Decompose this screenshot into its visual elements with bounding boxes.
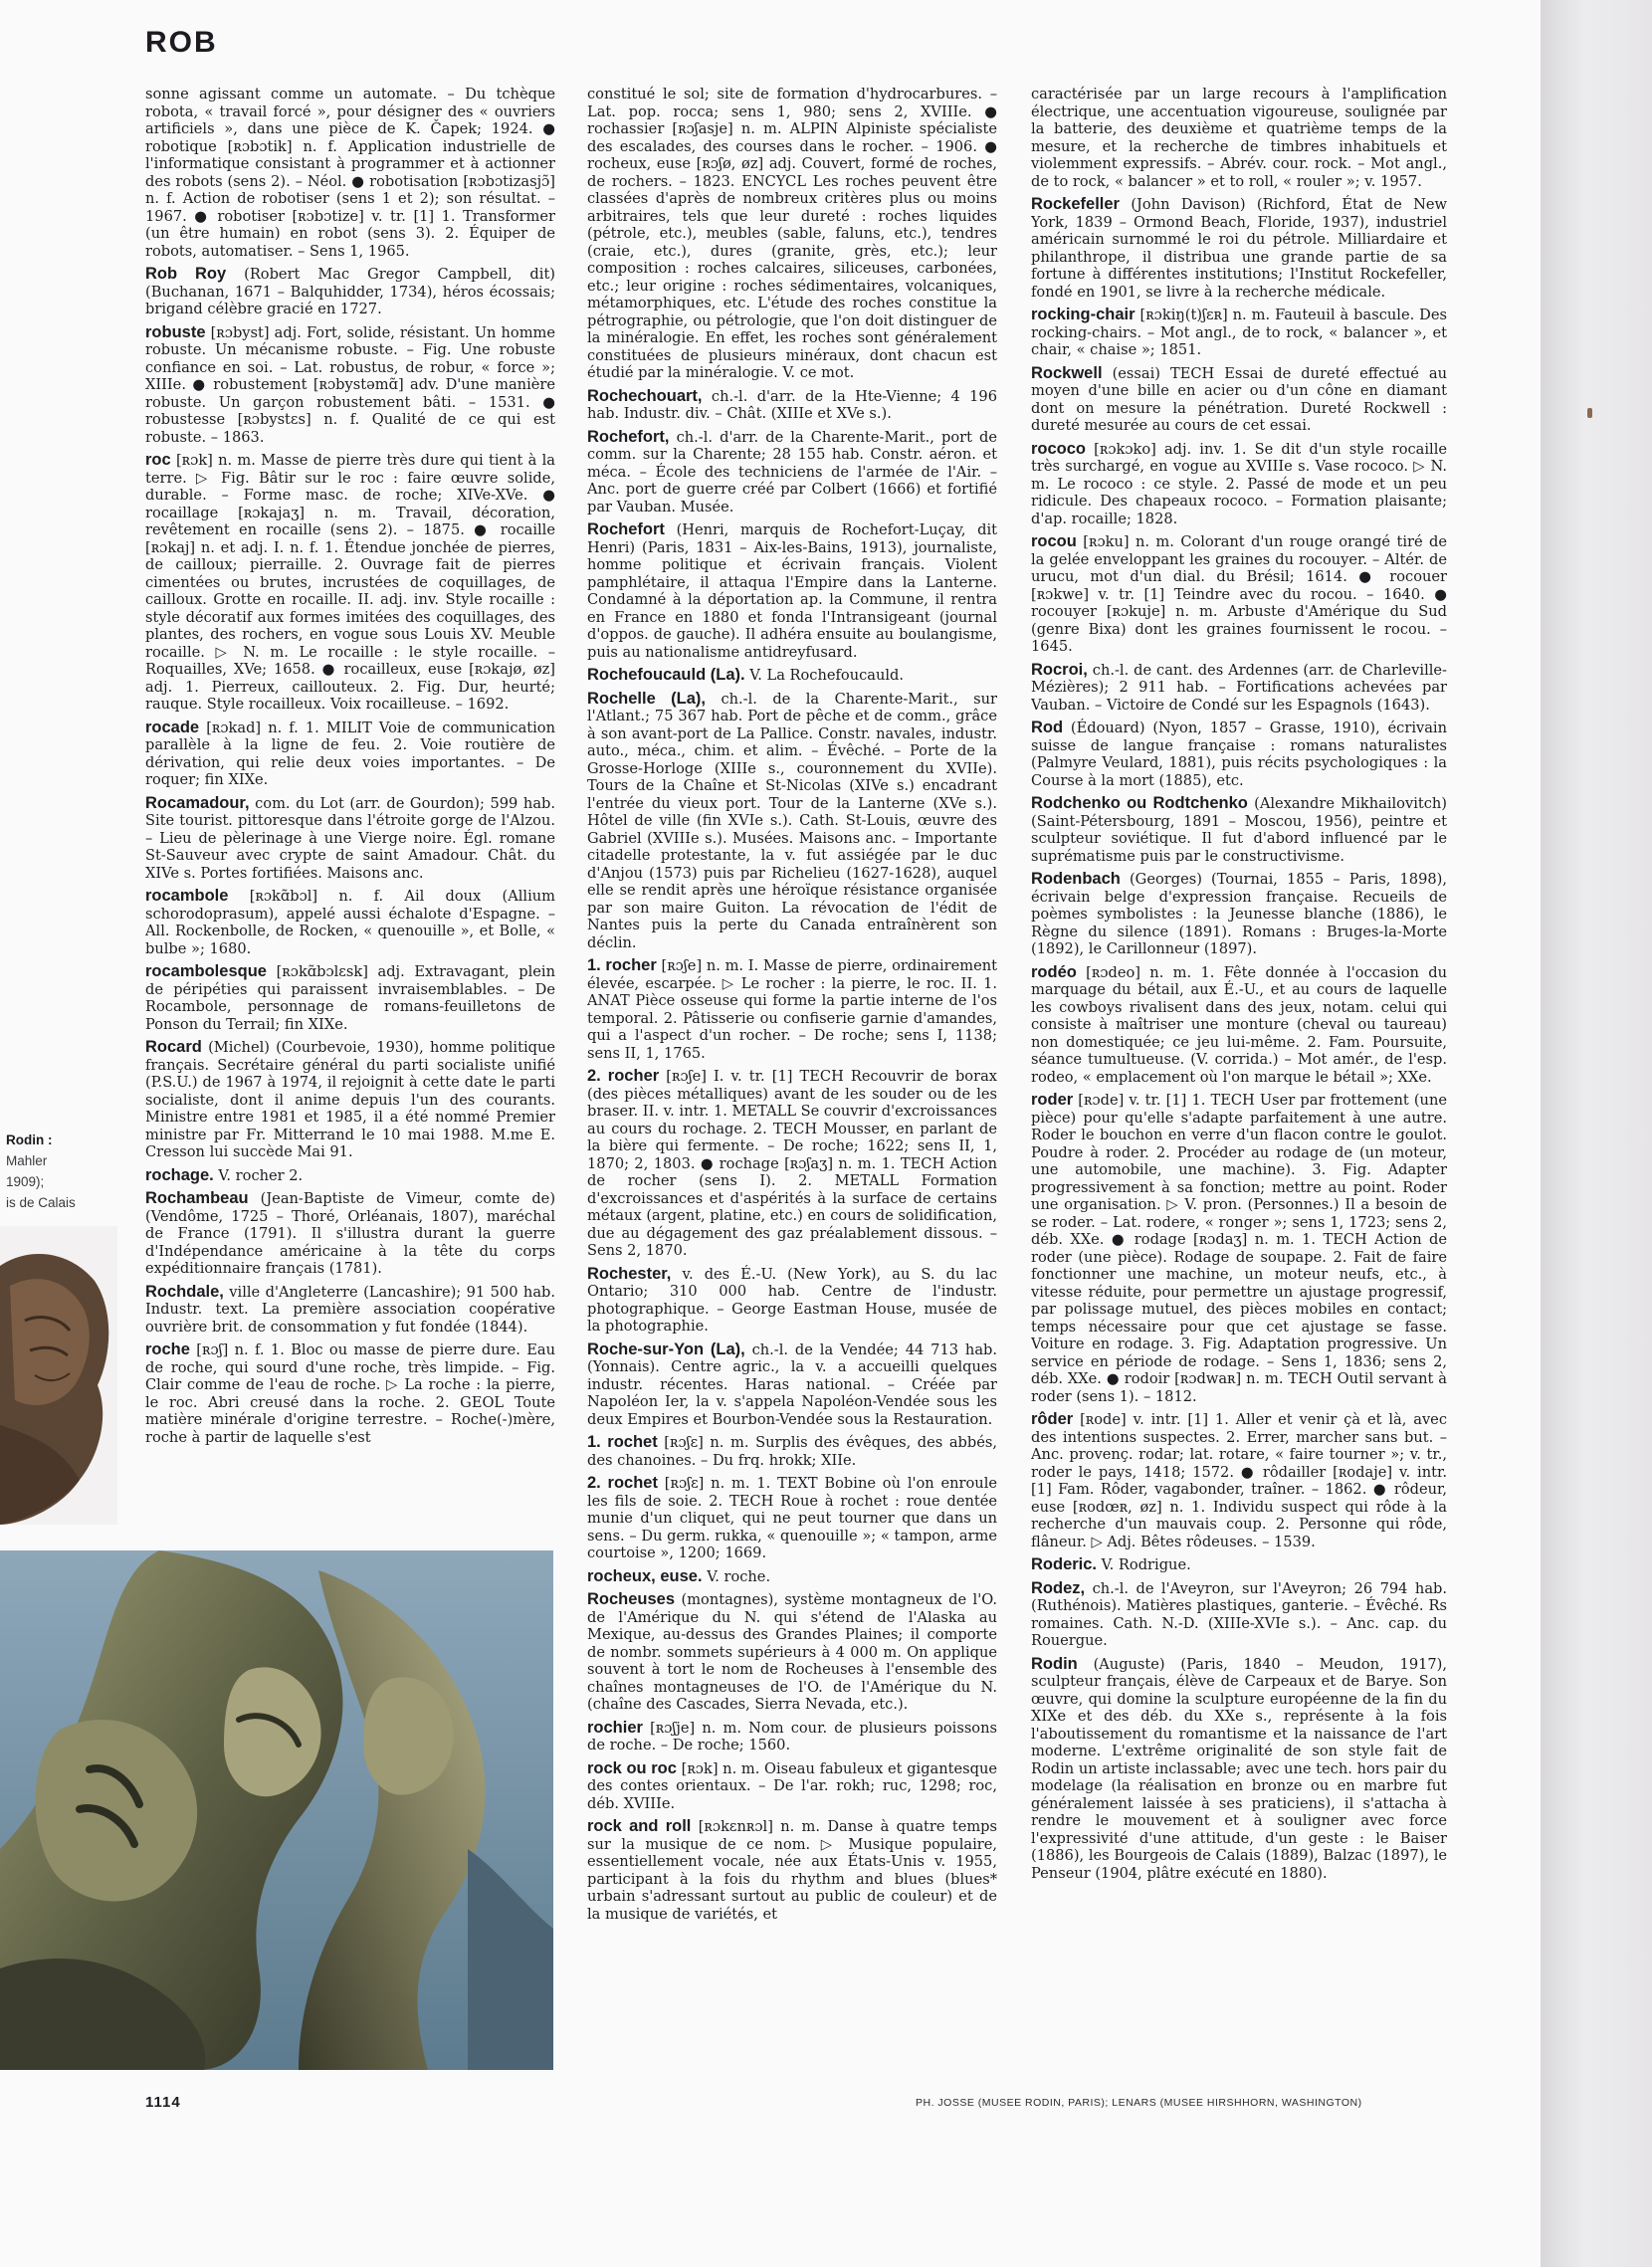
dictionary-entry — [145, 795, 555, 883]
dictionary-entry — [145, 1190, 555, 1278]
entry-text: ch.-l. de la Charente-Marit., sur l'Atlant.; 75 367 hab. Port de pêche et de comm., grâce à son avant-port de La Pallice. Constr. navales, industr. auto., méca., chim. et alim. – Évêché. – Porte de la Grosse-Horloge (XIIIe s., couronnement du XVIIe). Tours de la Chaîne et St-Nicolas (XIVe s.) encadrant l'entrée du vieux port. Tour de la Lanterne (XVe s.). Hôtel de ville (fin XVIe s.). Cath. St-Louis, œuvre des Gabriel (XVIIIe s.). Musées. Maisons anc. – Importante citadelle protestante, la v. fut assiégée par le duc d'Anjou (1573) puis par Richelieu (1627-1628), auquel elle se rendit après une héroïque résistance organisée par son maire Guiton. La révocation de l'édit de Nantes puis la perte du Canada entraînèrent son déclin. — [587, 690, 997, 951]
caption-title: Rodin : — [6, 1133, 53, 1147]
dictionary-entry — [1031, 964, 1447, 1087]
dictionary-entry — [587, 1818, 997, 1923]
dictionary-entry — [587, 1568, 997, 1586]
dictionary-entry — [1031, 1411, 1447, 1550]
entry-headword: Rocamadour, — [145, 793, 250, 812]
dictionary-entry — [587, 1475, 997, 1562]
entry-text: ch.-l. d'arr. de la Charente-Marit., port de comm. sur la Charente; 28 155 hab. Constr. aéron. et méca. – École des techniciens de l'armée de l'Air. – Anc. port de guerre créé par Colbert (1666) et fortifié par Vauban. Musée. — [587, 428, 997, 515]
entry-text: [ʀɔbyst] adj. Fort, solide, résistant. Un homme robuste. Un mécanisme robuste. – Fig. Une robuste confiance en soi. – Lat. robustus, de robur, « force »; XIIIe. ● robustement [ʀɔbystəmɑ̃] adv. D'une manière robuste. Un garçon robustement bâti. – 1531. ● robustesse [ʀɔbystɛs] n. f. Qualité de ce qui est robuste. – 1863. — [145, 323, 555, 446]
dictionary-entry — [587, 1068, 997, 1260]
entry-headword: Rochefoucauld (La). — [587, 666, 745, 684]
page-edge-shadow — [1541, 0, 1652, 2267]
entry-text: (Édouard) (Nyon, 1857 – Grasse, 1910), écrivain suisse de langue française : romans naturalistes (Palmyre Veulard, 1881), puis récits psychologiques : la Course à la mort (1885), etc. — [1031, 720, 1447, 789]
entry-headword: rock ou roc — [587, 1758, 677, 1777]
caption-line-3: is de Calais — [6, 1195, 76, 1210]
entry-text: [ʀɔkɑ̃bɔl] n. f. Ail doux (Allium schorodoprasum), appelé aussi échalote d'Espagne. – All. Rockenbolle, de Rocken, « quenouille », et Bolle, « bulbe »; 1680. — [145, 888, 555, 957]
entry-text: (Henri, marquis de Rochefort-Luçay, dit Henri) (Paris, 1831 – Aix-les-Bains, 1913), journaliste, homme politique et écrivain français. Violent pamphlétaire, il attaqua l'Empire dans la Lanterne. Condamné à la déportation ap. la Commune, il rentra en France en 1880 et fonda l'Intransigeant (journal d'oppos. de gauche). Il adhéra ensuite au boulangisme, puis au nationalisme antidreyfusard. — [587, 521, 997, 661]
entry-headword: rochier — [587, 1718, 643, 1737]
entry-text: [ʀɔk] n. m. Oiseau fabuleux et gigantesque des contes orientaux. – De l'ar. rokh; ruc, 1298; roc, déb. XVIIIe. — [587, 1759, 997, 1812]
entry-text: ch.-l. de cant. des Ardennes (arr. de Charleville-Mézières); 2 911 hab. – Fortifications achevées par Vauban. – Victoire de Condé sur les Espagnols (1643). — [1031, 661, 1447, 714]
column-3 — [1031, 86, 1447, 2076]
entry-headword: Roderic. — [1031, 1555, 1098, 1573]
entry-headword: rocambole — [145, 887, 229, 905]
entry-headword: Rochdale, — [145, 1282, 224, 1301]
entry-text: [ʀɔkiŋ(t)ʃɛʀ] n. m. Fauteuil à bascule. Des rocking-chairs. – Mot angl., de to rock, « balancer », et chair, « chaise »; 1851. — [1031, 307, 1447, 358]
page-number: 1114 — [145, 2094, 181, 2111]
entry-text: [ʀɔʃe] n. m. I. Masse de pierre, ordinairement élevée, escarpée. ▷ Le rocher : la pierre, le roc. II. 1. ANAT Pièce osseuse qui forme la partie interne de l'os temporal. 2. Pâtisserie ou confiserie garnie d'amandes, qui a l'aspect d'un rocher. – De roche; sens I, 1138; sens II, 1, 1765. — [587, 957, 997, 1062]
entry-headword: Rocheuses — [587, 1590, 676, 1608]
dictionary-entry — [1031, 365, 1447, 435]
entry-text: (Jean-Baptiste de Vimeur, comte de) (Vendôme, 1725 – Thoré, Orléanais, 1807), maréchal de France (1791). Il s'illustra durant la guerre d'Indépendance américaine à la tête du corps expéditionnaire français (1781). — [145, 1190, 555, 1277]
entry-text: V. rocher 2. — [218, 1166, 304, 1184]
entry-text: [ʀɔʃɛ] n. m. 1. TEXT Bobine où l'on enroule les fils de soie. 2. TECH Roue à rochet : roue dentée munie d'un cliquet, qui ne peut tourner que dans un sens. – Du germ. rukka, « quenouille »; « tampon, arme courtoise », 1200; 1669. — [587, 1475, 997, 1561]
entry-text: com. du Lot (arr. de Gourdon); 599 hab. Site tourist. pittoresque dans l'étroite gorge de l'Alzou. – Lieu de pèlerinage à une Vierge noire. Égl. romane St-Sauveur avec crypte de saint Amadour. Chât. du XIVe s. Portes fortifiées. Maisons anc. — [145, 794, 555, 882]
entry-text: [ʀode] v. intr. [1] 1. Aller et venir çà et là, avec des intentions suspectes. 2. Errer, marcher sans but. – Anc. provenç. rodar; lat. rotare, « faire tourner »; v. tr., roder le pays, 1418; 1572. ● rôdailler [ʀodaje] v. intr. [1] Fam. Rôder, vagabonder, traîner. – 1862. ● rôdeur, euse [ʀodœʀ, øz] n. 1. Individu suspect qui rôde à la recherche d'un mauvais coup. 2. Personne qui rôde, flâneur. ▷ Adj. Bêtes rôdeuses. – 1539. — [1031, 1411, 1447, 1550]
entry-text: (Robert Mac Gregor Campbell, dit) (Buchanan, 1671 – Balquhidder, 1734), héros écossais; brigand célèbre gracié en 1727. — [145, 266, 555, 317]
dictionary-entry — [1031, 441, 1447, 528]
entry-headword: rocou — [1031, 532, 1077, 550]
entry-headword: Rodez, — [1031, 1578, 1086, 1597]
entry-headword: roche — [145, 1340, 190, 1358]
entry-headword: rocheux, euse. — [587, 1566, 703, 1585]
entry-headword: roc — [145, 451, 171, 469]
entry-headword: Rod — [1031, 719, 1064, 736]
entry-headword: Rockefeller — [1031, 195, 1120, 213]
entry-text: ch.-l. d'arr. de la Hte-Vienne; 4 196 hab. Industr. div. – Chât. (XIIIe et XVe s.). — [587, 387, 997, 422]
entry-headword: Rodchenko ou Rodtchenko — [1031, 794, 1248, 812]
running-head: ROB — [145, 26, 218, 59]
dictionary-entry — [587, 1341, 997, 1429]
entry-text: V. roche. — [707, 1567, 771, 1585]
photo-credits: PH. JOSSE (MUSEE RODIN, PARIS); LENARS (MUSEE HIRSHHORN, WASHINGTON) — [916, 2097, 1362, 2109]
entry-text: [ʀɔʃje] n. m. Nom cour. de plusieurs poissons de roche. – De roche; 1560. — [587, 1719, 997, 1753]
photo-caption — [6, 1130, 105, 1213]
dictionary-entry — [145, 452, 555, 714]
entry-headword: rocking-chair — [1031, 306, 1136, 323]
dictionary-entry — [1031, 720, 1447, 789]
entry-text: ch.-l. de la Vendée; 44 713 hab. (Yonnais). Centre agric., la v. a accueilli quelques industr. récentes. Haras national. – Créée par Napoléon Ier, la v. s'appela Napoléon-Vendée sous les deux Empires et Bourbon-Vendée sous la Restauration. — [587, 1340, 997, 1428]
entry-headword: Rocard — [145, 1038, 202, 1056]
dictionary-entry — [1031, 307, 1447, 359]
dictionary-entry — [145, 1341, 555, 1446]
dictionary-entry — [1031, 1556, 1447, 1574]
entry-headword: 1. rochet — [587, 1433, 658, 1451]
entry-text: V. Rodrigue. — [1101, 1556, 1191, 1573]
dictionary-entry — [587, 1434, 997, 1469]
dictionary-entry — [1031, 1092, 1447, 1405]
entry-text: ville d'Angleterre (Lancashire); 91 500 hab. Industr. text. La première association coopérative ouvrière brit. de consommation y fut fondée (1844). — [145, 1283, 555, 1336]
entry-text: [ʀɔkɑ̃bɔlɛsk] adj. Extravagant, plein de péripéties qui paraissent invraisemblables. – De Rocambole, personnage de romans-feuilletons de Ponson du Terrail; fin XIXe. — [145, 963, 555, 1033]
entry-headword: rococo — [1031, 439, 1087, 458]
entry-text: [ʀɔkɔko] adj. inv. 1. Se dit d'un style rocaille très surchargé, en vogue au XVIIIe s. Vase rococo. ▷ N. m. Le rococo : ce style. 2. Passé de mode et un peu ridicule. Des chapeaux rococo. – Formation plaisante; d'ap. rocaille; 1828. — [1031, 440, 1447, 527]
dictionary-entry — [587, 1266, 997, 1336]
entry-headword: rodéo — [1031, 962, 1077, 981]
dictionary-entry — [145, 1039, 555, 1161]
entry-text: caractérisée par un large recours à l'amplification électrique, une accentuation vigoureuse, soulignée par la batterie, des deuxième et quatrième temps de la mesure, et la recherche de timbres inhabituels et violemment expressifs. – Abrév. cour. rock. – Mot angl., de to rock, « balancer » et to roll, « rouler »; v. 1957. — [1031, 86, 1447, 190]
scan-speck — [1587, 408, 1592, 418]
entry-headword: Rockwell — [1031, 363, 1103, 382]
entry-text: [ʀɔʃ] n. f. 1. Bloc ou masse de pierre dure. Eau de roche, qui sourd d'une roche, très limpide. – Fig. Clair comme de l'eau de roche. ▷ La roche : la pierre, le roc. Abri creusé dans la roche. 2. GEOL Toute matière minérale d'origine terrestre. – Roche(-)mère, roche à partir de laquelle s'est — [145, 1341, 555, 1446]
sculpture-photograph — [0, 1550, 553, 2070]
entry-headword: rock and roll — [587, 1817, 692, 1835]
entry-text: [ʀɔk] n. m. Masse de pierre très dure qui tient à la terre. ▷ Fig. Bâtir sur le roc : faire œuvre solide, durable. – Forme masc. de roche; XIVe-XVe. ● rocaillage [ʀɔkajaʒ] n. m. Travail, décoration, revêtement en rocaille (sens 2). – 1875. ● rocaille [ʀɔkaj] n. et adj. I. n. f. 1. Étendue jonchée de pierres, de cailloux; pierraille. 2. Ouvrage fait de pierres cimentées ou brutes, incrustées de coquillages, de cailloux. Grotte en rocaille. II. adj. inv. Style rocaille : style décoratif aux formes imitées des coquillages, des plantes, des rochers, en vogue sous Louis XV. Meuble rocaille. ▷ N. m. Le rocaille : le style rocaille. – Roquailles, XVe; 1658. ● rocailleux, euse [ʀɔkajø, øz] adj. 1. Pierreux, caillouteux. 2. Fig. Dur, heurté; rauque. Style rocailleux. Voix rocailleuse. – 1692. — [145, 452, 555, 713]
dictionary-entry — [145, 720, 555, 789]
entry-headword: Rodin — [1031, 1654, 1078, 1673]
entry-headword: Rodenbach — [1031, 870, 1121, 888]
entry-headword: Rochefort — [587, 520, 665, 538]
dictionary-entry — [1031, 1656, 1447, 1883]
entry-headword: 2. rochet — [587, 1474, 658, 1492]
entry-text: (Georges) (Tournai, 1855 – Paris, 1898), écrivain belge d'expression française. Recueils de poèmes symbolistes : la Jeunesse blanche (1886), le Règne du silence (1891). Romans : Bruges-la-Morte (1892), le Carillonneur (1897). — [1031, 871, 1447, 957]
entry-headword: roder — [1031, 1091, 1074, 1109]
column-2 — [587, 86, 997, 2076]
bust-photograph — [0, 1226, 117, 1525]
entry-text: [ʀɔʃɛ] n. m. Surplis des évêques, des abbés, des chanoines. – Du frq. hrokk; XIIe. — [587, 1434, 997, 1469]
entry-text: (Michel) (Courbevoie, 1930), homme politique français. Secrétaire général du parti socialiste unifié (P.S.U.) de 1967 à 1974, il rejoignit à cette date le parti socialiste, dont il anime depuis l'un des courants. Ministre entre 1981 et 1985, il a été nommé Premier ministre par Fr. Mitterrand le 10 mai 1988. M.me E. Cresson lui succède Mai 91. — [145, 1039, 555, 1160]
entry-text: (Alexandre Mikhailovitch) (Saint-Pétersbourg, 1891 – Moscou, 1956), peintre et sculpteur soviétique. Il fut d'abord influencé par le suprématisme puis par le constructivisme. — [1031, 795, 1447, 865]
dictionary-entry — [1031, 196, 1447, 301]
entry-text: v. des É.-U. (New York), au S. du lac Ontario; 310 000 hab. Centre de l'industr. photographique. – George Eastman House, musée de la photographie. — [587, 1265, 997, 1335]
dictionary-entry — [1031, 1580, 1447, 1650]
dictionary-entry — [587, 667, 997, 685]
entry-headword: rocade — [145, 718, 200, 736]
dictionary-entry — [145, 266, 555, 318]
entry-text: ch.-l. de l'Aveyron, sur l'Aveyron; 26 794 hab. (Ruthénois). Matières plastiques, ganterie. – Évêché. Rs romaines. Cath. N.-D. (XIIIe-XVIe s.). – Anc. cap. du Rouergue. — [1031, 1579, 1447, 1649]
entry-text: sonne agissant comme un automate. – Du tchèque robota, « travail forcé », pour désigner des « ouvriers artificiels », dans une pièce de K. Čapek; 1924. ● robotique [ʀɔbɔtik] n. f. Application industrielle de l'informatique consistant à programmer et à actionner des robots (sens 2). – Néol. ● robotisation [ʀɔbɔtizasjɔ̃] n. f. Action de robotiser (sens 1 et 2); son résultat. – 1967. ● robotiser [ʀɔbɔtize] v. tr. [1] 1. Transformer (un être humain) en robot (sens 3). 2. Équiper de robots, automatiser. – Sens 1, 1965. — [145, 86, 555, 260]
dictionary-entry — [145, 963, 555, 1033]
entry-text: [ʀɔku] n. m. Colorant d'un rouge orangé tiré de la gelée enveloppant les graines du rocouyer. – Altér. de urucu, mot d'un dial. du Brésil; 1614. ● rocouer [ʀɔkwe] v. tr. [1] Teindre avec du rocou. – 1640. ● rocouyer [ʀɔkuje] n. m. Arbuste d'Amérique du Sud (genre Bixa) dont les graines fournissent le rocou. – 1645. — [1031, 533, 1447, 655]
entry-headword: rocambolesque — [145, 962, 267, 980]
entry-headword: Rochefort, — [587, 427, 670, 446]
entry-headword: Roche-sur-Yon (La), — [587, 1340, 745, 1358]
entry-headword: Rochester, — [587, 1264, 672, 1283]
dictionary-entry — [145, 86, 555, 260]
dictionary-entry — [145, 1284, 555, 1337]
dictionary-entry — [587, 691, 997, 952]
dictionary-entry — [1031, 86, 1447, 190]
dictionary-entry — [1031, 795, 1447, 865]
entry-text: [ʀɔkɛnʀɔl] n. m. Danse à quatre temps sur la musique de ce nom. ▷ Musique populaire, essentiellement vocale, née aux États-Unis v. 1955, participant à la fois du rhythm and blues (blues* urbain s'adressant surtout au public de couleur) et de la musique de variétés, et — [587, 1818, 997, 1923]
dictionary-entry — [145, 1167, 555, 1185]
dictionary-entry — [587, 86, 997, 382]
dictionary-entry — [587, 1591, 997, 1714]
entry-text: (montagnes), système montagneux de l'O. de l'Amérique du N. qui s'étend de l'Alaska au Mexique, au-dessus des Grandes Plaines; il comporte de nombr. sommets supérieurs à 4 000 m. On applique souvent à tort le nom de Rocheuses à l'ensemble des chaînes montagneuses de l'O. de l'Amérique du N. (chaîne des Cascades, Sierra Nevada, etc.). — [587, 1591, 997, 1713]
entry-text: [ʀɔʃe] I. v. tr. [1] TECH Recouvrir de borax (des pièces métalliques) avant de les souder ou de les braser. II. v. intr. 1. METALL Se couvrir d'excroissances au cours du rochage. 2. TECH Mousser, en parlant de la bière qui fermente. – De roche; 1622; sens II, 1, 1870; 2, 1803. ● rochage [ʀɔʃaʒ] n. m. 1. TECH Action de rocher (sens I). 2. METALL Formation d'excroissances et d'aspérités à la surface de certains métaux (argent, platine, etc.) en cours de solidification, due au dégagement des gaz préalablement dissous. – Sens 2, 1870. — [587, 1068, 997, 1259]
entry-text: [ʀɔdeo] n. m. 1. Fête donnée à l'occasion du marquage du bétail, aux É.-U., et au cours de laquelle les cowboys rivalisent dans des jeux, notam. celui qui consiste à maîtriser une monture (cheval ou taureau) non domestiquée; ce jeu lui-même. 2. Fam. Poursuite, séance tumultueuse. (V. corrida.) – Mot amér., de l'esp. rodeo, « emplacement où l'on marque le bétail »; XXe. — [1031, 963, 1447, 1086]
dictionary-entry — [587, 429, 997, 516]
entry-headword: robuste — [145, 322, 206, 341]
dictionary-entry — [145, 888, 555, 957]
caption-line-1: Mahler — [6, 1153, 48, 1168]
dictionary-entry — [587, 388, 997, 423]
entry-headword: 2. rocher — [587, 1067, 660, 1085]
entry-headword: Rocroi, — [1031, 660, 1088, 679]
dictionary-entry — [1031, 662, 1447, 715]
dictionary-entry — [587, 521, 997, 661]
entry-text: [ʀɔde] v. tr. [1] 1. TECH User par frottement (une pièce) pour qu'elle s'adapte parfaitement à une autre. Roder le bouchon en verre d'un flacon contre le goulot. Poudre à roder. 2. Procéder au rodage de (un moteur, une automobile, une machine). 3. Fig. Adapter progressivement à sa fonction; mettre au point. Roder une organisation. ▷ V. pron. (Personnes.) Il a besoin de se roder. – Lat. rodere, « ronger »; sens 1, 1723; sens 2, déb. XXe. ● rodage [ʀɔdaʒ] n. m. 1. TECH Action de roder (une pièce). Rodage de soupape. 2. Fait de faire fonctionner une machine, un moteur neufs, etc., à vitesse réduite, pour permettre un ajustage progressif, par polissage mutuel, des pièces mobiles en contact; temps nécessaire pour que cet ajustage se fasse. Voiture en rodage. 3. Fig. Adaptation progressive. Un service en période de rodage. – Sens 1, 1836; sens 2, déb. XXe. ● rodoir [ʀɔdwaʀ] n. m. TECH Outil servant à roder (sens 1). – 1812. — [1031, 1092, 1447, 1405]
entry-headword: rochage. — [145, 1165, 214, 1184]
entry-text: (essai) TECH Essai de dureté effectué au moyen d'une bille en acier ou d'un cône en diamant dont on mesure la pénétration. Dureté Rockwell : dureté mesurée au cours de cet essai. — [1031, 364, 1447, 434]
entry-headword: 1. rocher — [587, 956, 657, 974]
entry-headword: Rochambeau — [145, 1189, 249, 1207]
dictionary-entry — [587, 1760, 997, 1813]
entry-headword: Rochechouart, — [587, 386, 703, 405]
dictionary-entry — [145, 324, 555, 447]
dictionary-entry — [587, 957, 997, 1062]
dictionary-entry — [1031, 533, 1447, 656]
entry-text: [ʀɔkad] n. f. 1. MILIT Voie de communication parallèle à la ligne de feu. 2. Voie routière de dérivation, qui relie deux voies importantes. – De roquer; fin XIXe. — [145, 719, 555, 788]
entry-text: (Auguste) (Paris, 1840 – Meudon, 1917), sculpteur français, élève de Carpeaux et de Barye. Son œuvre, qui domine la sculpture européenne de la fin du XIXe et des déb. du XXe s., représente à la fois l'aboutissement du romantisme et la naissance de l'art moderne. L'extrême originalité de son style fait de Rodin un artiste inclassable; avec une tech. hors pair du modelage (la réalisation en bronze ou en marbre fut généralement laissée à ses praticiens), il s'attacha à rendre le mouvement et à souligner avec force l'expressivité d'une attitude, d'un geste : le Baiser (1886), les Bourgeois de Calais (1889), Balzac (1897), le Penseur (1904, plâtre exécuté en 1880). — [1031, 1655, 1447, 1882]
dictionary-entry — [587, 1720, 997, 1754]
entry-text: constitué le sol; site de formation d'hydrocarbures. – Lat. pop. rocca; sens 1, 980; sens 2, XVIIIe. ● rochassier [ʀɔʃasje] n. m. ALPIN Alpiniste spécialiste des escalades, des courses dans le rocher. – 1906. ● rocheux, euse [ʀɔʃø, øz] adj. Couvert, formé de roches, de rochers. – 1823. ENCYCL Les roches peuvent être classées d'après de nombreux critères plus ou moins arbitraires, tels que leur dureté : roches liquides (pétrole, etc.), meubles (sable, faluns, etc.), tendres (craie, etc.), dures (granite, grès, etc.); leur composition : roches calcaires, siliceuses, carbonées, etc.; leur origine : roches sédimentaires, volcaniques, métamorphiques, etc. L'étude des roches constitue la pétrographie, ou pétrologie, que l'on doit distinguer de la minéralogie. En effet, les roches sont généralement constituées de plusieurs minéraux, dont chacun est étudié par la minéralogie. V. ce mot. — [587, 86, 997, 381]
caption-line-2: 1909); — [6, 1174, 45, 1189]
entry-text: V. La Rochefoucauld. — [749, 667, 905, 684]
dictionary-entry — [1031, 871, 1447, 958]
entry-text: (John Davison) (Richford, État de New York, 1839 – Ormond Beach, Floride, 1937), industriel américain surnommé le roi du pétrole. Milliardaire et philanthrope, il distribua une grande partie de sa fortune à différentes institutions; l'Institut Rockefeller, fondé en 1901, se livre à la recherche médicale. — [1031, 196, 1447, 301]
entry-headword: rôder — [1031, 1410, 1074, 1428]
entry-headword: Rob Roy — [145, 265, 227, 283]
entry-headword: Rochelle (La), — [587, 689, 706, 708]
